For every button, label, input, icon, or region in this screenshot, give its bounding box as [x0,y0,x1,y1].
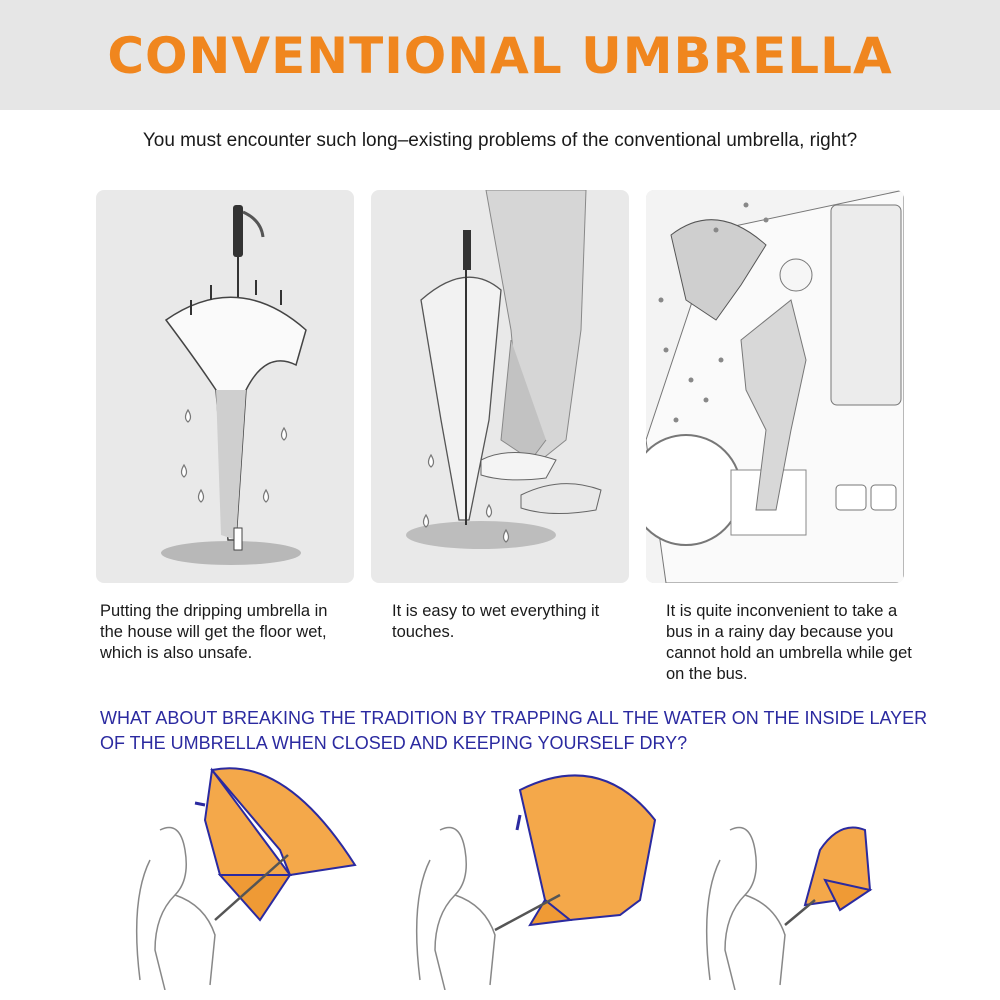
header-banner [0,0,1000,110]
problem-caption-3: It is quite inconvenient to take a bus in a rainy day because you cannot hold an umbrella while get on the bus. [666,602,912,683]
page-title: CONVENTIONAL UMBRELLA [107,27,893,85]
intro-text: You must encounter such long–existing problems of the conventional umbrella, right? [142,130,858,151]
problem-illustration-bus-boarding [646,190,904,583]
sequence-illustration-open [120,760,380,995]
problem-caption-2: It is easy to wet everything it touches. [392,602,600,641]
question-text: WHAT ABOUT BREAKING THE TRADITION BY TRAPPING ALL THE WATER ON THE INSIDE LAYER OF THE UMBRELLA WHEN CLOSED AND KEEPING YOURSELF DRY? [100,708,928,753]
problem-illustration-wet-pants [371,190,629,583]
problem-illustration-dripping-umbrella [96,190,354,583]
sequence-illustration-closing [400,760,660,995]
sequence-illustration-closed [690,760,950,995]
problem-caption-1: Putting the dripping umbrella in the house will get the floor wet, which is also unsafe. [100,602,328,662]
